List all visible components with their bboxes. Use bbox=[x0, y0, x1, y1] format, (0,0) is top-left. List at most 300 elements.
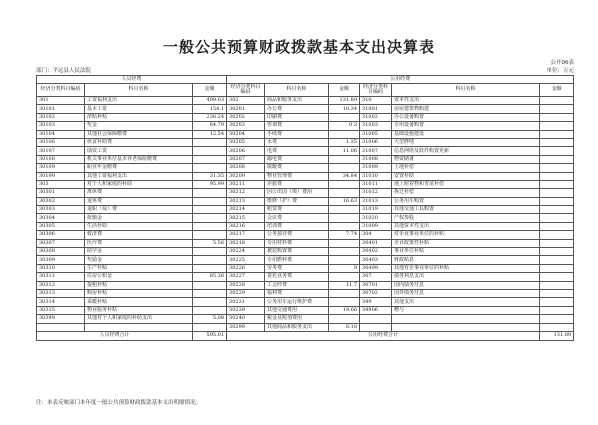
capital-amount-cell bbox=[540, 172, 574, 180]
public-amount-cell bbox=[329, 248, 360, 256]
table-row bbox=[37, 164, 574, 172]
personnel-amount-cell bbox=[193, 147, 227, 155]
personnel-code-cell: 30302 bbox=[37, 197, 85, 205]
form-code: 公开06表 bbox=[550, 60, 574, 66]
public-code-cell: 30206 bbox=[227, 147, 265, 155]
capital-name-cell bbox=[392, 315, 540, 323]
capital-name-cell: 企业政策性补贴 bbox=[392, 239, 540, 247]
personnel-name-cell: 医疗费 bbox=[85, 239, 193, 247]
capital-amount-cell bbox=[540, 281, 574, 289]
table-row bbox=[37, 105, 574, 113]
capital-code-cell: 310 bbox=[360, 97, 392, 105]
public-code-cell: 30299 bbox=[227, 323, 265, 331]
personnel-code-cell: 30101 bbox=[37, 105, 85, 113]
public-amount-cell: 19.66 bbox=[329, 306, 360, 314]
personnel-amount-cell: 85.36 bbox=[193, 273, 227, 281]
public-name-cell: 电费 bbox=[265, 147, 329, 155]
personnel-code-cell: 301 bbox=[37, 97, 85, 105]
public-code-cell: 30216 bbox=[227, 222, 265, 230]
table-row bbox=[37, 289, 574, 297]
public-code-cell: 30225 bbox=[227, 256, 265, 264]
public-amount-cell bbox=[329, 130, 360, 138]
personnel-code-cell: 30314 bbox=[37, 298, 85, 306]
table-row bbox=[37, 214, 574, 222]
capital-amount-cell bbox=[540, 264, 574, 272]
capital-amount-cell bbox=[540, 289, 574, 297]
personnel-amount-cell bbox=[193, 164, 227, 172]
capital-name-cell: 财政贴息 bbox=[392, 256, 540, 264]
page-title: 一般公共预算财政拨款基本支出决算表 bbox=[162, 38, 435, 56]
capital-code-cell: 399 bbox=[360, 298, 392, 306]
public-name-cell: 办公费 bbox=[265, 105, 329, 113]
table-row bbox=[37, 197, 574, 205]
subject-name-header: 科目名称 bbox=[85, 84, 193, 97]
personnel-code-cell: 30109 bbox=[37, 164, 85, 172]
personnel-name-cell: 其他对个人和家庭的补助支出 bbox=[85, 315, 193, 323]
personnel-code-cell: 30104 bbox=[37, 130, 85, 138]
personnel-amount-cell: 12.54 bbox=[193, 130, 227, 138]
personnel-amount-cell bbox=[193, 298, 227, 306]
capital-amount-cell bbox=[540, 231, 574, 239]
personnel-amount-cell bbox=[193, 323, 227, 331]
personnel-code-cell: 30199 bbox=[37, 172, 85, 180]
personnel-name-cell: 退职（役）费 bbox=[85, 206, 193, 214]
public-amount-cell bbox=[329, 164, 360, 172]
personnel-amount-cell bbox=[193, 138, 227, 146]
capital-name-cell: 房屋建筑物购建 bbox=[392, 105, 540, 113]
personnel-code-cell: 30103 bbox=[37, 122, 85, 130]
capital-code-cell: 31099 bbox=[360, 222, 392, 230]
personnel-amount-cell bbox=[193, 214, 227, 222]
amount-header: 金额 bbox=[329, 84, 360, 97]
public-name-cell: 邮电费 bbox=[265, 155, 329, 163]
econ-class-header: 经济分类科目编码 bbox=[360, 84, 392, 97]
capital-code-cell: 31003 bbox=[360, 122, 392, 130]
table-row bbox=[37, 189, 574, 197]
personnel-name-cell bbox=[85, 323, 193, 331]
table-row bbox=[37, 113, 574, 121]
public-code-cell: 30218 bbox=[227, 239, 265, 247]
table-row bbox=[37, 231, 574, 239]
public-name-cell: 专用燃料费 bbox=[265, 256, 329, 264]
public-amount-cell: 1.35 bbox=[329, 138, 360, 146]
personnel-name-cell: 基本工资 bbox=[85, 105, 193, 113]
public-code-cell: 30224 bbox=[227, 248, 265, 256]
personnel-header: 人员经费 bbox=[37, 76, 227, 84]
unit-label: 单位：万元 bbox=[546, 68, 574, 74]
capital-code-cell: 31009 bbox=[360, 164, 392, 172]
capital-amount-cell bbox=[540, 155, 574, 163]
econ-class-header: 经济分类科目编码 bbox=[37, 84, 85, 97]
personnel-amount-cell bbox=[193, 155, 227, 163]
table-row bbox=[37, 180, 574, 188]
public-code-cell: 30227 bbox=[227, 273, 265, 281]
personnel-amount-cell: 154.1 bbox=[193, 105, 227, 113]
personnel-name-cell: 奖励金 bbox=[85, 256, 193, 264]
table-row bbox=[37, 306, 574, 314]
personnel-name-cell: 其他工资福利支出 bbox=[85, 172, 193, 180]
econ-class-header: 经济分类科目编码 bbox=[227, 84, 265, 97]
capital-amount-cell bbox=[540, 197, 574, 205]
personnel-name-cell: 职业年金缴费 bbox=[85, 164, 193, 172]
table-row bbox=[37, 130, 574, 138]
public-amount-cell bbox=[329, 273, 360, 281]
public-name-cell: 咨询费 bbox=[265, 122, 329, 130]
public-amount-cell bbox=[329, 214, 360, 222]
personnel-amount-cell bbox=[193, 256, 227, 264]
personnel-name-cell: 提租补贴 bbox=[85, 281, 193, 289]
capital-name-cell: 信息网络及软件购置更新 bbox=[392, 147, 540, 155]
capital-name-cell bbox=[392, 323, 540, 331]
personnel-name-cell: 绩效工资 bbox=[85, 147, 193, 155]
personnel-name-cell: 其他社会保障缴费 bbox=[85, 130, 193, 138]
capital-amount-cell bbox=[540, 130, 574, 138]
table-row bbox=[37, 138, 574, 146]
capital-code-cell: 31013 bbox=[360, 197, 392, 205]
personnel-code-cell: 30108 bbox=[37, 155, 85, 163]
amount-header: 金额 bbox=[193, 84, 227, 97]
capital-code-cell: 39906 bbox=[360, 306, 392, 314]
personnel-code-cell: 30399 bbox=[37, 315, 85, 323]
table-row bbox=[37, 315, 574, 323]
personnel-code-cell: 30301 bbox=[37, 189, 85, 197]
capital-code-cell: 31020 bbox=[360, 214, 392, 222]
capital-name-cell: 地上附着物和青苗补偿 bbox=[392, 180, 540, 188]
public-name-cell: 劳务费 bbox=[265, 264, 329, 272]
capital-code-cell: 31006 bbox=[360, 138, 392, 146]
table-row bbox=[37, 122, 574, 130]
expenditure-table bbox=[36, 75, 574, 341]
table-row bbox=[37, 281, 574, 289]
personnel-code-cell: 30306 bbox=[37, 231, 85, 239]
public-code-cell: 30202 bbox=[227, 113, 265, 121]
personnel-code-cell: 30311 bbox=[37, 273, 85, 281]
personnel-code-cell: 30309 bbox=[37, 256, 85, 264]
personnel-code-cell: 30313 bbox=[37, 289, 85, 297]
public-amount-cell: 10.34 bbox=[329, 105, 360, 113]
personnel-code-cell: 30312 bbox=[37, 281, 85, 289]
personnel-name-cell: 机关事业单位基本养老保险缴费 bbox=[85, 155, 193, 163]
capital-name-cell: 基础设施建设 bbox=[392, 130, 540, 138]
capital-name-cell: 对企业事业单位的补贴 bbox=[392, 231, 540, 239]
table-row bbox=[37, 147, 574, 155]
public-amount-cell bbox=[329, 180, 360, 188]
public-code-cell: 30213 bbox=[227, 197, 265, 205]
public-name-cell: 被装购置费 bbox=[265, 248, 329, 256]
public-name-cell: 取暖费 bbox=[265, 164, 329, 172]
capital-name-cell: 资本性支出 bbox=[392, 97, 540, 105]
public-total-value: 131.89 bbox=[540, 331, 574, 340]
capital-amount-cell bbox=[540, 138, 574, 146]
public-code-cell: 30217 bbox=[227, 231, 265, 239]
public-code-cell: 30239 bbox=[227, 306, 265, 314]
capital-code-cell bbox=[360, 315, 392, 323]
public-amount-cell: 7.74 bbox=[329, 231, 360, 239]
amount-header: 金额 bbox=[540, 84, 574, 97]
capital-amount-cell bbox=[540, 315, 574, 323]
capital-amount-cell bbox=[540, 180, 574, 188]
public-name-cell: 工会经费 bbox=[265, 281, 329, 289]
capital-name-cell: 产权参股 bbox=[392, 214, 540, 222]
public-amount-cell: 0.3 bbox=[329, 122, 360, 130]
personnel-code-cell: 30315 bbox=[37, 306, 85, 314]
table-row bbox=[37, 273, 574, 281]
public-name-cell: 物业管理费 bbox=[265, 172, 329, 180]
subject-name-header: 科目名称 bbox=[392, 84, 540, 97]
public-code-cell: 30231 bbox=[227, 298, 265, 306]
personnel-name-cell: 生活补助 bbox=[85, 222, 193, 230]
capital-name-cell: 其他支出 bbox=[392, 298, 540, 306]
public-name-cell: 公务用车运行维护费 bbox=[265, 298, 329, 306]
public-code-cell: 30203 bbox=[227, 122, 265, 130]
capital-amount-cell bbox=[540, 147, 574, 155]
capital-amount-cell bbox=[540, 97, 574, 105]
capital-code-cell: 30402 bbox=[360, 248, 392, 256]
capital-name-cell: 其他对企事业单位的补贴 bbox=[392, 264, 540, 272]
capital-code-cell: 30499 bbox=[360, 264, 392, 272]
public-amount-cell bbox=[329, 113, 360, 121]
personnel-code-cell: 30305 bbox=[37, 222, 85, 230]
public-amount-cell bbox=[329, 222, 360, 230]
public-header: 公用经费 bbox=[227, 76, 574, 84]
public-amount-cell bbox=[329, 189, 360, 197]
public-amount-cell bbox=[329, 315, 360, 323]
capital-name-cell: 公务用车购置 bbox=[392, 197, 540, 205]
personnel-amount-cell: 499.03 bbox=[193, 97, 227, 105]
capital-code-cell: 31011 bbox=[360, 180, 392, 188]
public-code-cell: 30240 bbox=[227, 315, 265, 323]
public-name-cell: 因公出国（境）费用 bbox=[265, 189, 329, 197]
totals-row bbox=[37, 331, 574, 340]
personnel-amount-cell bbox=[193, 222, 227, 230]
table-row bbox=[37, 155, 574, 163]
public-name-cell: 会议费 bbox=[265, 214, 329, 222]
personnel-name-cell: 工资福利支出 bbox=[85, 97, 193, 105]
personnel-amount-cell bbox=[193, 197, 227, 205]
personnel-name-cell: 采暖补贴 bbox=[85, 298, 193, 306]
table-row bbox=[37, 97, 574, 105]
public-amount-cell bbox=[329, 289, 360, 297]
table-row bbox=[37, 323, 574, 331]
capital-code-cell bbox=[360, 323, 392, 331]
table-row bbox=[37, 248, 574, 256]
personnel-name-cell: 救济费 bbox=[85, 231, 193, 239]
header-row-2 bbox=[37, 84, 574, 97]
table-row bbox=[37, 172, 574, 180]
capital-amount-cell bbox=[540, 306, 574, 314]
capital-name-cell: 安置补助 bbox=[392, 172, 540, 180]
capital-name-cell: 拆迁补偿 bbox=[392, 189, 540, 197]
personnel-name-cell: 助学金 bbox=[85, 248, 193, 256]
public-code-cell: 30204 bbox=[227, 130, 265, 138]
personnel-amount-cell: 64.79 bbox=[193, 122, 227, 130]
capital-name-cell: 赠与 bbox=[392, 306, 540, 314]
capital-amount-cell bbox=[540, 298, 574, 306]
public-amount-cell: 11.06 bbox=[329, 147, 360, 155]
personnel-name-cell: 退休费 bbox=[85, 197, 193, 205]
personnel-amount-cell: 31.35 bbox=[193, 172, 227, 180]
table-row bbox=[37, 222, 574, 230]
table-row bbox=[37, 264, 574, 272]
capital-name-cell: 事业单位补贴 bbox=[392, 248, 540, 256]
table-row bbox=[37, 256, 574, 264]
personnel-amount-cell bbox=[193, 248, 227, 256]
capital-code-cell: 30403 bbox=[360, 256, 392, 264]
public-name-cell: 租赁费 bbox=[265, 206, 329, 214]
personnel-name-cell: 物业服务补贴 bbox=[85, 306, 193, 314]
personnel-amount-cell bbox=[193, 306, 227, 314]
public-name-cell: 印刷费 bbox=[265, 113, 329, 121]
personnel-amount-cell: 236.24 bbox=[193, 113, 227, 121]
public-name-cell: 差旅费 bbox=[265, 180, 329, 188]
public-amount-cell: 9 bbox=[329, 264, 360, 272]
capital-name-cell: 债务利息支出 bbox=[392, 273, 540, 281]
public-code-cell: 30228 bbox=[227, 281, 265, 289]
capital-amount-cell bbox=[540, 214, 574, 222]
capital-amount-cell bbox=[540, 189, 574, 197]
capital-amount-cell bbox=[540, 206, 574, 214]
public-code-cell: 30209 bbox=[227, 172, 265, 180]
capital-name-cell: 国内债务付息 bbox=[392, 281, 540, 289]
table-row bbox=[37, 298, 574, 306]
public-code-cell: 30201 bbox=[227, 105, 265, 113]
public-amount-cell: 11.7 bbox=[329, 281, 360, 289]
public-name-cell: 其他交通费用 bbox=[265, 306, 329, 314]
public-amount-cell bbox=[329, 256, 360, 264]
table-row bbox=[37, 239, 574, 247]
public-amount-cell: 131.89 bbox=[329, 97, 360, 105]
personnel-code-cell: 30307 bbox=[37, 239, 85, 247]
public-name-cell: 福利费 bbox=[265, 289, 329, 297]
capital-amount-cell bbox=[540, 248, 574, 256]
subject-name-header: 科目名称 bbox=[265, 84, 329, 97]
table-row bbox=[37, 206, 574, 214]
capital-name-cell: 大型修缮 bbox=[392, 138, 540, 146]
public-code-cell: 30208 bbox=[227, 164, 265, 172]
capital-code-cell: 31007 bbox=[360, 147, 392, 155]
personnel-code-cell: 303 bbox=[37, 180, 85, 188]
personnel-amount-cell bbox=[193, 189, 227, 197]
capital-code-cell: 31005 bbox=[360, 130, 392, 138]
capital-name-cell: 物资储备 bbox=[392, 155, 540, 163]
capital-code-cell: 304 bbox=[360, 231, 392, 239]
footnote: 注：本表反映部门本年度一般公共预算财政拨款基本支出明细情况。 bbox=[36, 400, 202, 406]
capital-amount-cell bbox=[540, 164, 574, 172]
personnel-name-cell: 对个人和家庭的补助 bbox=[85, 180, 193, 188]
public-amount-cell bbox=[329, 206, 360, 214]
capital-code-cell: 30701 bbox=[360, 281, 392, 289]
capital-amount-cell bbox=[540, 122, 574, 130]
personnel-code-cell: 30303 bbox=[37, 206, 85, 214]
public-code-cell: 30214 bbox=[227, 206, 265, 214]
public-amount-cell bbox=[329, 239, 360, 247]
public-amount-cell: 8.18 bbox=[329, 323, 360, 331]
personnel-amount-cell bbox=[193, 281, 227, 289]
personnel-code-cell: 30308 bbox=[37, 248, 85, 256]
capital-amount-cell bbox=[540, 239, 574, 247]
capital-code-cell: 30702 bbox=[360, 289, 392, 297]
public-name-cell: 税金及附加费用 bbox=[265, 315, 329, 323]
public-code-cell: 30212 bbox=[227, 189, 265, 197]
personnel-amount-cell: 95.99 bbox=[193, 180, 227, 188]
capital-amount-cell bbox=[540, 222, 574, 230]
capital-code-cell: 307 bbox=[360, 273, 392, 281]
public-name-cell: 专用材料费 bbox=[265, 239, 329, 247]
capital-name-cell: 土地补偿 bbox=[392, 164, 540, 172]
public-total-label: 公用经费合计 bbox=[227, 331, 540, 340]
capital-amount-cell bbox=[540, 105, 574, 113]
capital-code-cell: 31019 bbox=[360, 206, 392, 214]
capital-code-cell: 31001 bbox=[360, 105, 392, 113]
personnel-name-cell: 住房公积金 bbox=[85, 273, 193, 281]
personnel-amount-cell: 5.56 bbox=[193, 239, 227, 247]
personnel-code-cell: 30106 bbox=[37, 138, 85, 146]
personnel-amount-cell bbox=[193, 264, 227, 272]
personnel-code-cell bbox=[37, 323, 85, 331]
capital-code-cell: 31002 bbox=[360, 113, 392, 121]
capital-code-cell: 30401 bbox=[360, 239, 392, 247]
capital-name-cell: 其他资本性支出 bbox=[392, 222, 540, 230]
personnel-name-cell: 津贴补贴 bbox=[85, 113, 193, 121]
personnel-name-cell: 购房补贴 bbox=[85, 289, 193, 297]
personnel-amount-cell: 5.08 bbox=[193, 315, 227, 323]
public-code-cell: 30226 bbox=[227, 264, 265, 272]
public-amount-cell: 34.84 bbox=[329, 172, 360, 180]
capital-amount-cell bbox=[540, 323, 574, 331]
public-name-cell: 水费 bbox=[265, 138, 329, 146]
public-name-cell: 委托业务费 bbox=[265, 273, 329, 281]
public-code-cell: 30229 bbox=[227, 289, 265, 297]
personnel-name-cell: 生产补贴 bbox=[85, 264, 193, 272]
personnel-amount-cell bbox=[193, 231, 227, 239]
capital-name-cell: 其他交通工具购置 bbox=[392, 206, 540, 214]
personnel-name-cell: 抚恤金 bbox=[85, 214, 193, 222]
capital-name-cell: 办公设备购置 bbox=[392, 113, 540, 121]
public-code-cell: 30215 bbox=[227, 214, 265, 222]
personnel-code-cell: 30107 bbox=[37, 147, 85, 155]
personnel-name-cell: 奖金 bbox=[85, 122, 193, 130]
personnel-name-cell: 离休费 bbox=[85, 189, 193, 197]
capital-name-cell: 国外债务付息 bbox=[392, 289, 540, 297]
public-code-cell: 302 bbox=[227, 97, 265, 105]
personnel-code-cell: 30102 bbox=[37, 113, 85, 121]
public-name-cell: 其他商品和服务支出 bbox=[265, 323, 329, 331]
header-row-1 bbox=[37, 76, 574, 84]
capital-amount-cell bbox=[540, 256, 574, 264]
public-code-cell: 30205 bbox=[227, 138, 265, 146]
personnel-name-cell: 伙食补助费 bbox=[85, 138, 193, 146]
capital-name-cell: 专用设备购置 bbox=[392, 122, 540, 130]
public-name-cell: 商品和服务支出 bbox=[265, 97, 329, 105]
public-amount-cell bbox=[329, 298, 360, 306]
public-code-cell: 30207 bbox=[227, 155, 265, 163]
capital-code-cell: 31008 bbox=[360, 155, 392, 163]
personnel-total-value: 595.01 bbox=[193, 331, 227, 340]
personnel-total-label: 人员经费合计 bbox=[37, 331, 193, 340]
public-name-cell: 培训费 bbox=[265, 222, 329, 230]
public-name-cell: 手续费 bbox=[265, 130, 329, 138]
personnel-amount-cell bbox=[193, 206, 227, 214]
public-name-cell: 公务接待费 bbox=[265, 231, 329, 239]
capital-code-cell: 31012 bbox=[360, 189, 392, 197]
personnel-amount-cell bbox=[193, 289, 227, 297]
capital-amount-cell bbox=[540, 273, 574, 281]
personnel-code-cell: 30304 bbox=[37, 214, 85, 222]
public-code-cell: 30211 bbox=[227, 180, 265, 188]
public-amount-cell bbox=[329, 155, 360, 163]
public-name-cell: 维修（护）费 bbox=[265, 197, 329, 205]
capital-code-cell: 31010 bbox=[360, 172, 392, 180]
